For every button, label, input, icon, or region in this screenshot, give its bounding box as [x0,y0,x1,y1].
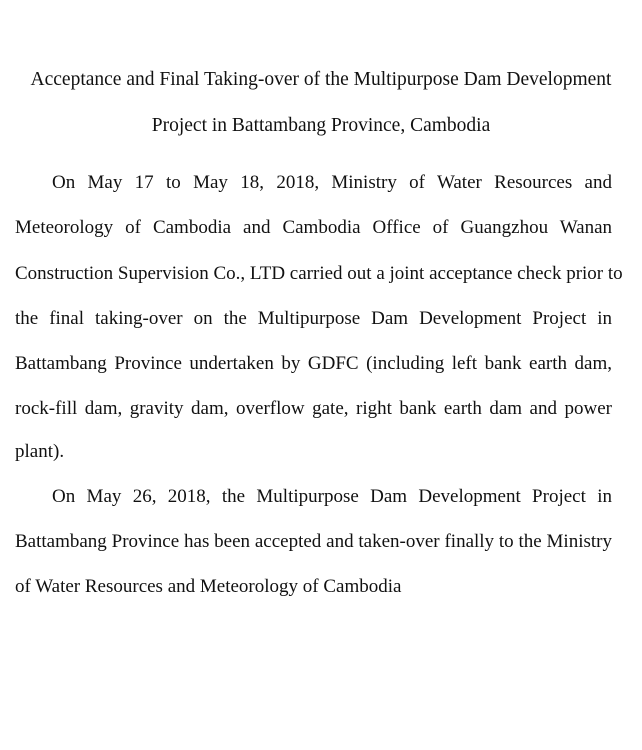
paragraph-1-line: Meteorology of Cambodia and Cambodia Office of Guangzhou Wanan [15,217,612,238]
document-title-line-1: Acceptance and Final Taking-over of the Multipurpose Dam Development [30,69,612,90]
paragraph-2-line: Battambang Province has been accepted and taken-over finally to the Ministry [15,531,612,552]
paragraph-1-line: the final taking-over on the Multipurpose Dam Development Project in [15,308,612,329]
paragraph-1-line: On May 17 to May 18, 2018, Ministry of Water Resources and [52,172,612,193]
document-title-line-2: Project in Battambang Province, Cambodia [151,115,491,136]
paragraph-1-line: Battambang Province undertaken by GDFC (including left bank earth dam, [15,353,612,374]
paragraph-2-line: On May 26, 2018, the Multipurpose Dam Development Project in [52,486,612,507]
paragraph-1-line: Construction Supervision Co., LTD carried out a joint acceptance check prior to [15,263,623,284]
paragraph-2-line: of Water Resources and Meteorology of Cambodia [15,576,402,597]
paragraph-1-line: rock-fill dam, gravity dam, overflow gate, right bank earth dam and power [15,398,612,419]
paragraph-1-line: plant). [15,441,65,462]
